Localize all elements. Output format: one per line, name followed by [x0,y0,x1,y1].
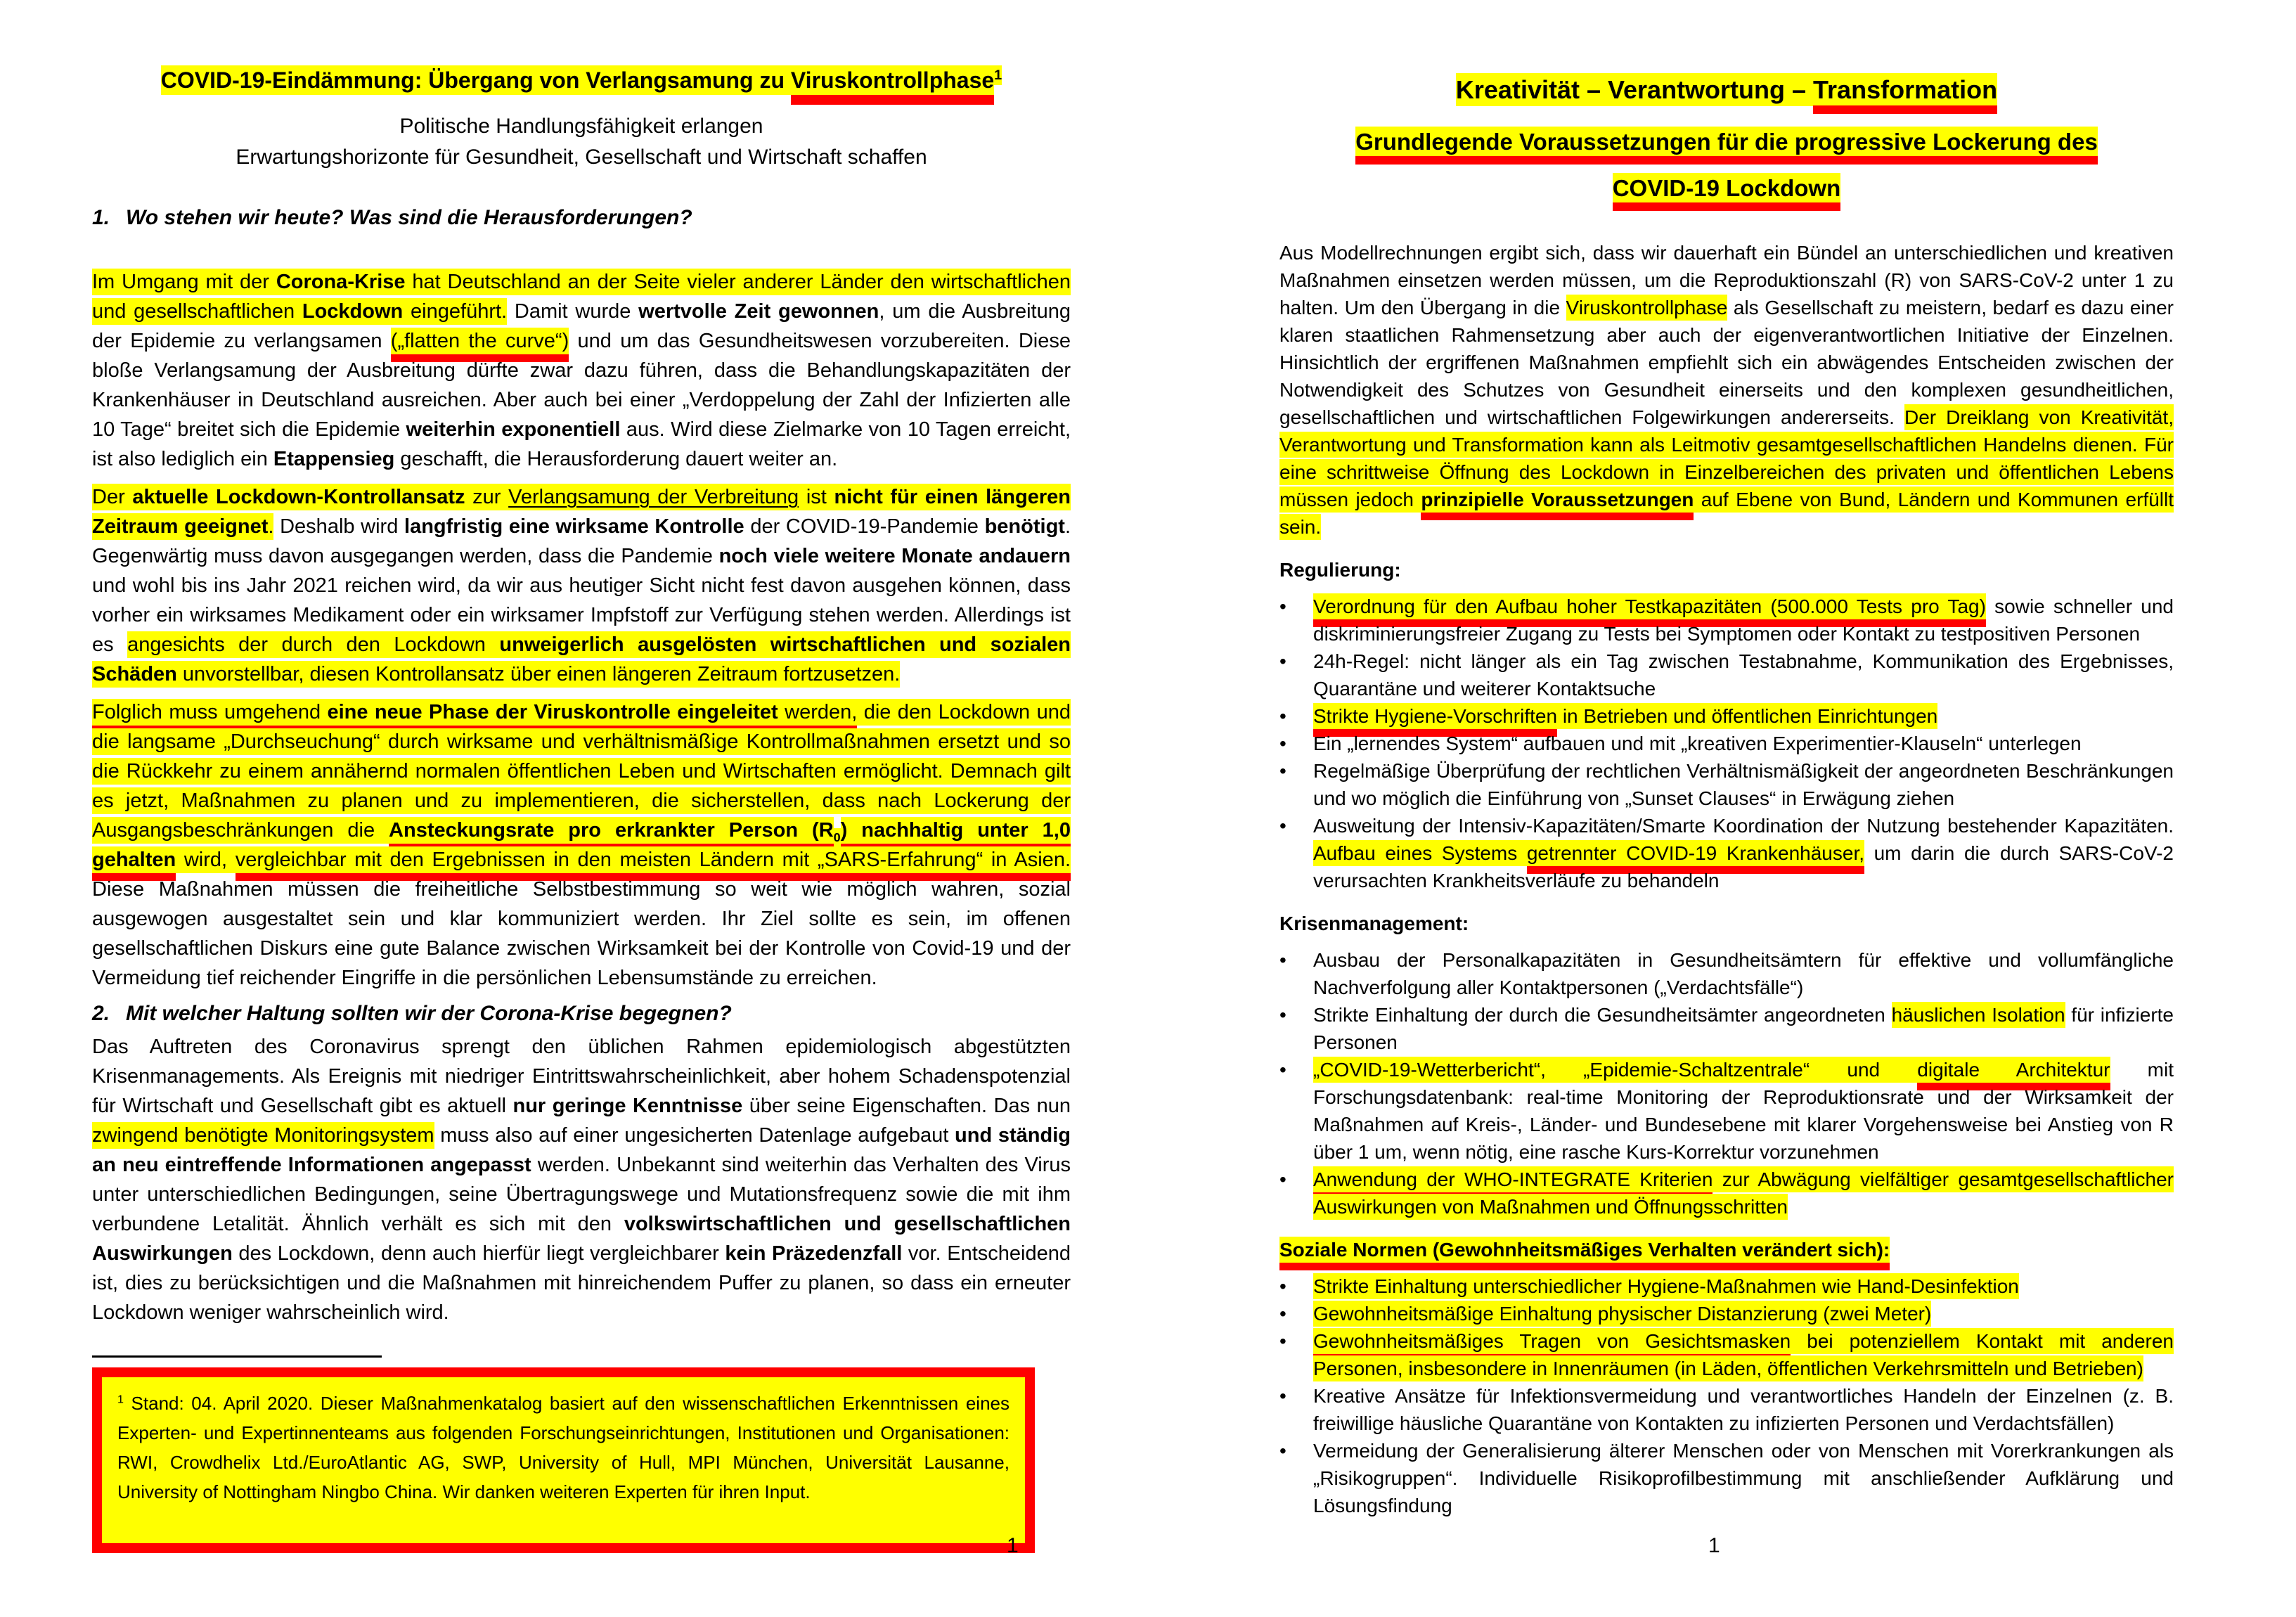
text-segment: Folglich muss umgehend [92,699,328,733]
text-segment: um darin die durch SARS-CoV-2 verursachten Krankheitsverläufe zu behandeln [1313,842,2174,891]
list-item [1279,812,2174,894]
text-segment: Strikte Hygiene-Vorschriften [1313,703,1557,737]
list-item-text [1313,757,2174,812]
text-segment: 0 [834,828,841,854]
heading-regulierung: Regulierung: [1279,559,1401,581]
page-right-content [1279,70,2174,1519]
page-title [92,62,1071,98]
page-title-line-2 [1279,125,2174,159]
list-item-text [1313,1001,2174,1056]
page-left-content [92,62,1071,1553]
list-item-text [1313,1300,2174,1327]
text-segment: Regelmäßige Überprüfung der rechtlichen Verhältnismäßigkeit der angeordneten Beschränkungen und wo möglich die Einführung von „Sunset Clauses“ in Erwägung ziehen [1313,760,2174,809]
text-segment: Verlangsamung der Verbreitung [508,484,799,510]
page-number-left: 1 [1007,1534,1019,1557]
text-segment: COVID-19-Eindämmung: Übergang von Verlangsamung zu [161,65,791,95]
page-number-right: 1 [1708,1534,1720,1557]
text-segment: Damit wurde [507,300,639,323]
text-segment: noch viele weitere Monate andauern [718,545,1071,567]
list-item [1279,730,2174,757]
text-segment: unweigerlich ausgelösten wirtschaftlichen und sozialen Schäden [92,631,1071,688]
soziale-normen-list [1279,1273,2174,1519]
paragraph-4 [92,1032,1071,1327]
krisenmanagement-list [1279,946,2174,1220]
list-item-text [1313,1382,2174,1437]
bullet-icon: • [1279,1385,1286,1407]
text-segment: Der Dreiklang von Kreativität, Verantwortung und Transformation kann als Leitmotiv gesamtgesellschaftlichen Handelns dienen. Für eine schrittweise Öffnung des Lockdown in Einzelbereichen des privaten und öffentlichen Lebens müssen jedoch [1279,404,2174,513]
text-segment: . [268,513,273,540]
text-segment: unvorstellbar, diesen Kontrollansatz über einen längeren Zeitraum fortzusetzen. [177,661,900,688]
text-segment: werden. Unbekannt sind weiterhin das Verhalten des Virus unter unterschiedlichen Bedingungen, seine Übertragungswege und Mutationsfrequenz sowie die mit ihm verbundene Letalität. Ähnlich verhält es sich mit den [92,1154,1071,1235]
text-segment: Verordnung für den Aufbau hoher Testkapazitäten (500.000 Tests pro Tag) [1313,593,1986,627]
bullet-icon: • [1279,1275,1286,1297]
text-segment: sowie schneller und diskriminierungsfreier Zugang zu Tests bei Symptomen oder Kontakt zu testpositiven Personen [1313,595,2174,645]
text-segment: getrennter COVID-19 Krankenhäuser, [1527,840,1864,874]
text-segment: in Betrieben und öffentlichen Einrichtungen [1557,703,1937,729]
text-segment: zur Abwägung vielfältiger gesamtgesellschaftlicher Auswirkungen von Maßnahmen und Öffnungsschritten [1313,1166,2174,1220]
list-item [1279,1327,2174,1382]
text-segment: eingeführt. [403,298,507,325]
text-segment: Viruskontrollphase [791,65,994,105]
section-number: 2. [92,1002,110,1025]
text-segment: 1 [994,65,1002,85]
text-segment: aktuelle Lockdown-Kontrollansatz [132,484,465,510]
document-subtitle [92,111,1071,173]
text-segment: Im Umgang mit der [92,269,276,295]
paragraph-2 [92,482,1071,689]
heading-soziale-normen [1279,1236,2174,1264]
list-item-text [1313,593,2174,648]
text-segment: Ausweitung der Intensiv-Kapazitäten/Smarte Koordination der Nutzung bestehender Kapazitäten. [1313,815,2174,837]
text-segment: die den Lockdown und die langsame „Durchseuchung“ durch wirksame und verhältnismäßige Kontrollmaßnahmen ersetzt und so die Rückkehr zu einem annähernd normalen öffentlichen Leben und Wirtschaften ermöglicht. Demnach gilt es jetzt, Maßnahmen zu planen und zu implementieren, die sicherstellen, dass nach Lockerung der Ausgangsbeschränkungen die [92,699,1071,844]
text-segment: nur geringe Kenntnisse [512,1095,743,1117]
section-heading-1 [92,204,1071,232]
text-segment: Diese Maßnahmen müssen die freiheitliche Selbstbestimmung so weit wie möglich wahren, sozial ausgewogen ausgestaltet sein und klar kommuniziert werden. Ihr Ziel sollte es sein, im offenen gesellschaftlichen Diskurs eine gute Balance zwischen Wirksamkeit bei der Kontrolle von Covid-19 und der Vermeidung tief reichender Eingriffe in die persönlichen Lebensumstände zu erreichen. [92,878,1071,989]
section-number: 1. [92,206,110,229]
text-segment: Kreativität – Verantwortung – [1456,73,1813,106]
text-segment: volkswirtschaftlichen und gesellschaftlichen Auswirkungen [92,1213,1071,1265]
bullet-icon: • [1279,949,1286,971]
paragraph-1 [92,267,1071,474]
text-segment: Kreative Ansätze für Infektionsvermeidung und verantwortliches Handeln der Einzelnen (z. B. freiwillige häusliche Quarantäne von Kontakten zu infizierten Personen und Verdachtsfällen) [1313,1385,2174,1434]
text-segment: 1 [117,1393,124,1406]
text-segment: Aus Modellrechnungen ergibt sich, dass wir dauerhaft ein Bündel an unterschiedlichen und kreativen Maßnahmen einsetzen werden müssen, um die Reproduktionszahl (R) von SARS-CoV-2 unter 1 zu halten. Um den Übergang in die [1279,242,2174,318]
footnote-box [92,1367,1035,1553]
text-segment: Transformation [1813,73,1997,114]
text-segment: 24h-Regel: nicht länger als ein Tag zwischen Testabnahme, Kommunikation des Ergebnisses, Quarantäne und weiterer Kontaktsuche [1313,650,2174,700]
paragraph-3 [92,697,1071,993]
bullet-icon: • [1279,1303,1286,1325]
subtitle-line-1: Politische Handlungsfähigkeit erlangen [399,115,763,138]
list-item [1279,1166,2174,1220]
text-segment: muss also auf einer ungesicherten Datenlage aufgebaut [434,1124,955,1147]
text-segment: Viruskontrollphase [1566,295,1728,321]
text-segment: angesichts der durch den Lockdown [127,631,499,658]
text-segment: Ansteckungsrate pro erkrankter Person (R [389,817,834,851]
text-segment: COVID-19 Lockdown [1613,173,1841,211]
text-segment: zwingend benötigte Monitoringsystem [92,1122,434,1149]
list-item-text [1313,812,2174,894]
text-segment: der COVID-19-Pandemie [744,515,985,538]
text-segment: Anwendung der WHO-INTEGRATE Kriterien [1313,1166,1713,1200]
text-segment: Etappensieg [273,448,395,470]
list-item-text [1313,1327,2174,1382]
text-segment: bei potenziellem Kontakt mit anderen Personen, insbesondere in Innenräumen (in Läden, öffentlichen Verkehrsmitteln und Betrieben) [1313,1328,2174,1381]
list-item-text [1313,946,2174,1001]
text-segment: und ständig an neu eintreffende Informationen angepasst [92,1124,1071,1176]
list-item-text [1313,1166,2174,1220]
text-segment: Gewohnheitsmäßige Einhaltung physischer Distanzierung (zwei Meter) [1313,1301,1931,1327]
text-segment: für infizierte Personen [1313,1004,2174,1053]
text-segment: Strikte Einhaltung der durch die Gesundheitsämter angeordneten [1313,1004,1892,1026]
list-item [1279,1300,2174,1327]
text-segment: Aufbau eines Systems [1313,840,1527,866]
list-item [1279,1273,2174,1300]
bullet-icon: • [1279,1059,1286,1081]
text-segment: kein Präzedenzfall [725,1242,903,1265]
text-segment: „COVID-19-Wetterbericht“, „Epidemie-Schaltzentrale“ und [1313,1057,1917,1083]
section-title: Wo stehen wir heute? Was sind die Herausforderungen? [126,206,692,229]
bullet-icon: • [1279,1330,1286,1352]
text-segment: häuslichen Isolation [1892,1002,2065,1028]
text-segment: Vermeidung der Generalisierung älterer Menschen oder von Menschen mit Vorerkrankungen als „Risikogruppen“. Individuelle Risikoprofilbestimmung mit anschließender Aufklärung und Lösungsfindung [1313,1440,2174,1516]
footnote-separator [92,1355,382,1358]
list-item [1279,648,2174,702]
text-segment: Gewohnheitsmäßiges Tragen von Gesichtsmasken [1313,1328,1791,1362]
text-segment: . Gegenwärtig muss davon ausgegangen werden, dass die Pandemie [92,515,1071,567]
list-item [1279,757,2174,812]
section-title: Mit welcher Haltung sollten wir der Corona-Krise begegnen? [126,1002,732,1025]
page-title-line-3 [1279,172,2174,205]
list-item-text [1313,648,2174,702]
text-segment: Ein „lernendes System“ aufbauen und mit „kreativen Experimentier-Klauseln“ unterlegen [1313,733,2082,754]
regulierung-list [1279,593,2174,894]
text-segment: geschafft, die Herausforderung dauert weiter an. [394,448,838,470]
text-segment: weiterhin exponentiell [406,418,621,441]
text-segment: ) nachhaltig unter 1,0 gehalten [92,817,1071,881]
text-segment: digitale Architektur [1917,1057,2110,1090]
list-item-text [1313,1437,2174,1519]
list-item-text [1313,702,2174,730]
text-segment: hat Deutschland an der Seite vieler anderer Länder den wirtschaftlichen und gesellschaftlichen [92,269,1071,325]
text-segment: prinzipielle Voraussetzungen [1421,487,1694,520]
subtitle-line-2: Erwartungshorizonte für Gesundheit, Gesellschaft und Wirtschaft schaffen [236,146,927,169]
text-segment: ist [799,484,834,510]
text-segment: , um die Ausbreitung der Epidemie zu verlangsamen [92,300,1071,352]
text-segment: Corona-Krise [276,269,406,295]
bullet-icon: • [1279,760,1286,782]
list-item [1279,702,2174,730]
list-item [1279,593,2174,648]
list-item-text [1313,1056,2174,1166]
text-segment: Ausbau der Personalkapazitäten in Gesundheitsämtern für effektive und vollumfängliche Nachverfolgung aller Kontaktpersonen („Verdachtsfälle“) [1313,949,2174,998]
text-segment: Lockdown [302,298,403,325]
intro-paragraph [1279,239,2174,541]
page-title-line-1 [1279,70,2174,110]
list-item [1279,1056,2174,1166]
text-segment: Soziale Normen (Gewohnheitsmäßiges Verhalten verändert sich): [1279,1237,1890,1270]
text-segment: werden, [778,699,858,733]
list-item [1279,1001,2174,1056]
text-segment: zur [465,484,509,510]
heading-krisenmanagement: Krisenmanagement: [1279,913,1469,934]
text-segment: („flatten the curve“) [391,328,569,362]
list-item [1279,946,2174,1001]
text-segment: mit Forschungsdatenbank: real-time Monitoring der Reproduktionsrate und der Wirksamkeit der Maßnahmen auf Kreis-, Länder- und Bundesebene mit klarer Vorgehensweise bei Anstieg von R über 1 um, wenn nötig, eine rasche Kurs-Korrektur vorzunehmen [1313,1059,2174,1163]
text-segment: über seine Eigenschaften. Das nun [742,1095,1071,1117]
text-segment: wird, [176,846,235,873]
list-item [1279,1437,2174,1519]
text-segment: Der [92,484,132,510]
text-segment: und um das Gesundheitswesen vorzubereiten. Diese bloße Verlangsamung der Ausbreitung dürfte zwar dazu führen, dass die Behandlungskapazitäten der Krankenhäuser in Deutschland ausreichen. Aber auch bei einer „Verdoppelung der Zahl der Infizierten alle 10 Tage“ breitet sich die Epidemie [92,330,1071,441]
text-segment: und wohl bis ins Jahr 2021 reichen wird, da wir aus heutiger Sicht nicht fest davon ausgehen können, dass vorher ein wirksames Medikament oder ein wirksamer Impfstoff zur Verfügung stehen werden. Allerdings ist es [92,574,1071,656]
text-segment: nicht für einen längeren Zeitraum geeignet [92,484,1071,540]
bullet-icon: • [1279,1004,1286,1026]
list-item-text [1313,730,2174,757]
text-segment: langfristig eine wirksame Kontrolle [404,515,744,538]
text-segment: vergleichbar mit den Ergebnissen in den meisten Ländern mit „SARS-Erfahrung“ in Asien. [236,846,1071,881]
page-right [1148,0,2296,1617]
text-segment: benötigt [984,515,1065,538]
bullet-icon: • [1279,595,1286,617]
text-segment: des Lockdown, denn auch hierfür liegt vergleichbarer [232,1242,725,1265]
text-segment: Stand: 04. April 2020. Dieser Maßnahmenkatalog basiert auf den wissenschaftlichen Erkenntnissen eines Experten- und Expertinnenteams aus folgenden Forschungseinrichtungen, Institutionen und Organisationen: RWI, Crowdhelix Ltd./EuroAtlantic AG, SWP, University of Hull, MPI München, Universität Lausanne, University of Nottingham Ningbo China. Wir danken weiteren Experten für ihren Input. [117,1393,1010,1502]
text-segment: vor. Entscheidend ist, dies zu berücksichtigen und die Maßnahmen mit hinreichendem Puffer zu planen, so dass ein erneuter Lockdown weniger wahrscheinlich wird. [92,1242,1071,1324]
bullet-icon: • [1279,1440,1286,1462]
text-segment: auf Ebene von Bund, Ländern und Kommunen erfüllt sein. [1279,487,2174,540]
text-segment: Deshalb wird [273,515,405,538]
list-item-text [1313,1273,2174,1300]
bullet-icon: • [1279,650,1286,672]
text-segment: eine neue Phase der Viruskontrolle eingeleitet [328,699,778,733]
list-item [1279,1382,2174,1437]
text-segment: Grundlegende Voraussetzungen für die progressive Lockerung des [1355,127,2098,165]
bullet-icon: • [1279,705,1286,727]
text-segment: Das Auftreten des Coronavirus sprengt den üblichen Rahmen epidemiologisch abgestützten Krisenmanagements. Als Ereignis mit niedriger Eintrittswahrscheinlichkeit, aber hohem Schadenspotenzial für Wirtschaft und Gesellschaft gibt es aktuell [92,1036,1071,1117]
bullet-icon: • [1279,733,1286,754]
text-segment: aus. Wird diese Zielmarke von 10 Tagen erreicht, ist also lediglich ein [92,418,1071,470]
text-segment: wertvolle Zeit gewonnen [638,300,879,323]
text-segment: als Gesellschaft zu meistern, bedarf es dazu einer klaren staatlichen Rahmensetzung aber auch der eigenverantwortlichen Initiative der Einzelnen. Hinsichtlich der ergriffenen Maßnahmen empfiehlt sich ein abwägendes Entscheiden zwischen der Notwendigkeit des Schutzes von Gesundheit einerseits und den komplexen gesundheitlichen, gesellschaftlichen und wirtschaftlichen Folgewirkungen andererseits. [1279,297,2174,428]
bullet-icon: • [1279,1168,1286,1190]
text-segment: Strikte Einhaltung unterschiedlicher Hygiene-Maßnahmen wie Hand-Desinfektion [1313,1273,2019,1299]
section-heading-2 [92,1000,1071,1028]
bullet-icon: • [1279,815,1286,837]
